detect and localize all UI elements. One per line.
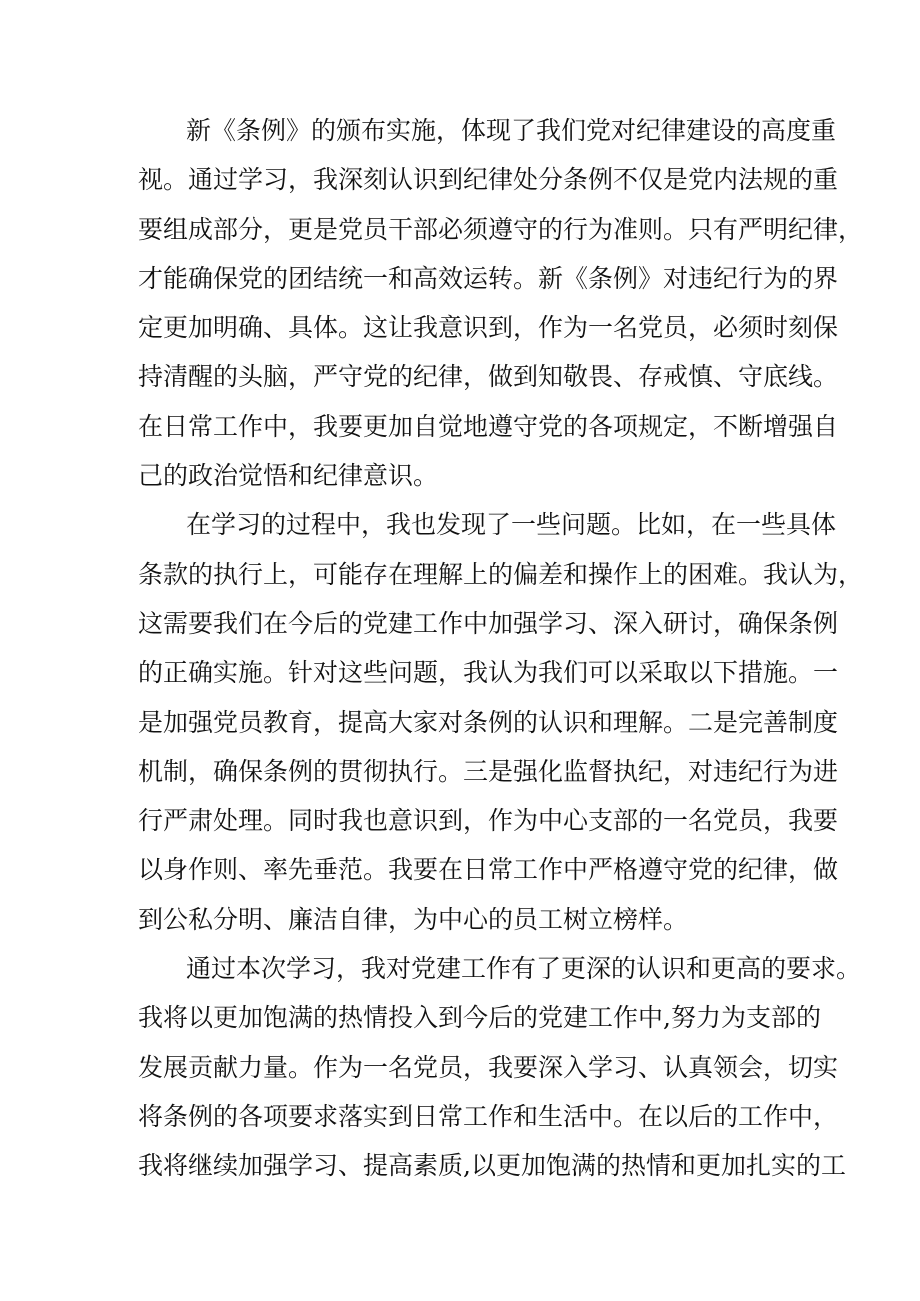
text-line: 才能确保党的团结统一和高效运转。新《条例》对违纪行为的界 xyxy=(138,263,839,293)
text-line: 视。通过学习，我深刻认识到纪律处分条例不仅是党内法规的重 xyxy=(138,165,839,195)
text-line: 条款的执行上，可能存在理解上的偏差和操作上的困难。我认为， xyxy=(138,559,864,589)
text-line: 行严肃处理。同时我也意识到，作为中心支部的一名党员，我要 xyxy=(138,806,839,836)
text-line: 是加强党员教育，提高大家对条例的认识和理解。二是完善制度 xyxy=(138,707,839,737)
text-line: 持清醒的头脑，严守党的纪律，做到知敬畏、存戒慎、守底线。 xyxy=(138,362,839,392)
text-line: 以身作则、率先垂范。我要在日常工作中严格遵守党的纪律，做 xyxy=(138,855,839,885)
text-line: 的正确实施。针对这些问题，我认为我们可以采取以下措施。一 xyxy=(138,658,839,688)
text-line-p2: 在学习的过程中，我也发现了一些问题。比如，在一些具体 xyxy=(186,510,837,540)
text-line: 己的政治觉悟和纪律意识。 xyxy=(138,461,439,491)
text-line: 到公私分明、廉洁自律，为中心的员工树立榜样。 xyxy=(138,904,689,934)
text-line: 这需要我们在今后的党建工作中加强学习、深入研讨，确保条例 xyxy=(138,608,839,638)
text-line: 我将以更加饱满的热情投入到今后的党建工作中,努力为支部的 xyxy=(138,1003,821,1033)
text-line: 发展贡献力量。作为一名党员，我要深入学习、认真领会，切实 xyxy=(138,1052,839,1082)
text-line: 我将继续加强学习、提高素质,以更加饱满的热情和更加扎实的工 xyxy=(138,1151,846,1181)
text-line: 将条例的各项要求落实到日常工作和生活中。在以后的工作中， xyxy=(138,1101,839,1131)
text-line: 要组成部分，更是党员干部必须遵守的行为准则。只有严明纪律， xyxy=(138,214,864,244)
document-body xyxy=(138,106,864,1191)
text-line: 机制，确保条例的贯彻执行。三是强化监督执纪，对违纪行为进 xyxy=(138,756,839,786)
text-line: 定更加明确、具体。这让我意识到，作为一名党员，必须时刻保 xyxy=(138,313,839,343)
text-line: 在日常工作中，我要更加自觉地遵守党的各项规定，不断增强自 xyxy=(138,411,839,441)
text-line-p1: 新《条例》的颁布实施，体现了我们党对纪律建设的高度重 xyxy=(186,116,837,145)
text-line-p3: 通过本次学习，我对党建工作有了更深的认识和更高的要求。 xyxy=(186,954,862,984)
